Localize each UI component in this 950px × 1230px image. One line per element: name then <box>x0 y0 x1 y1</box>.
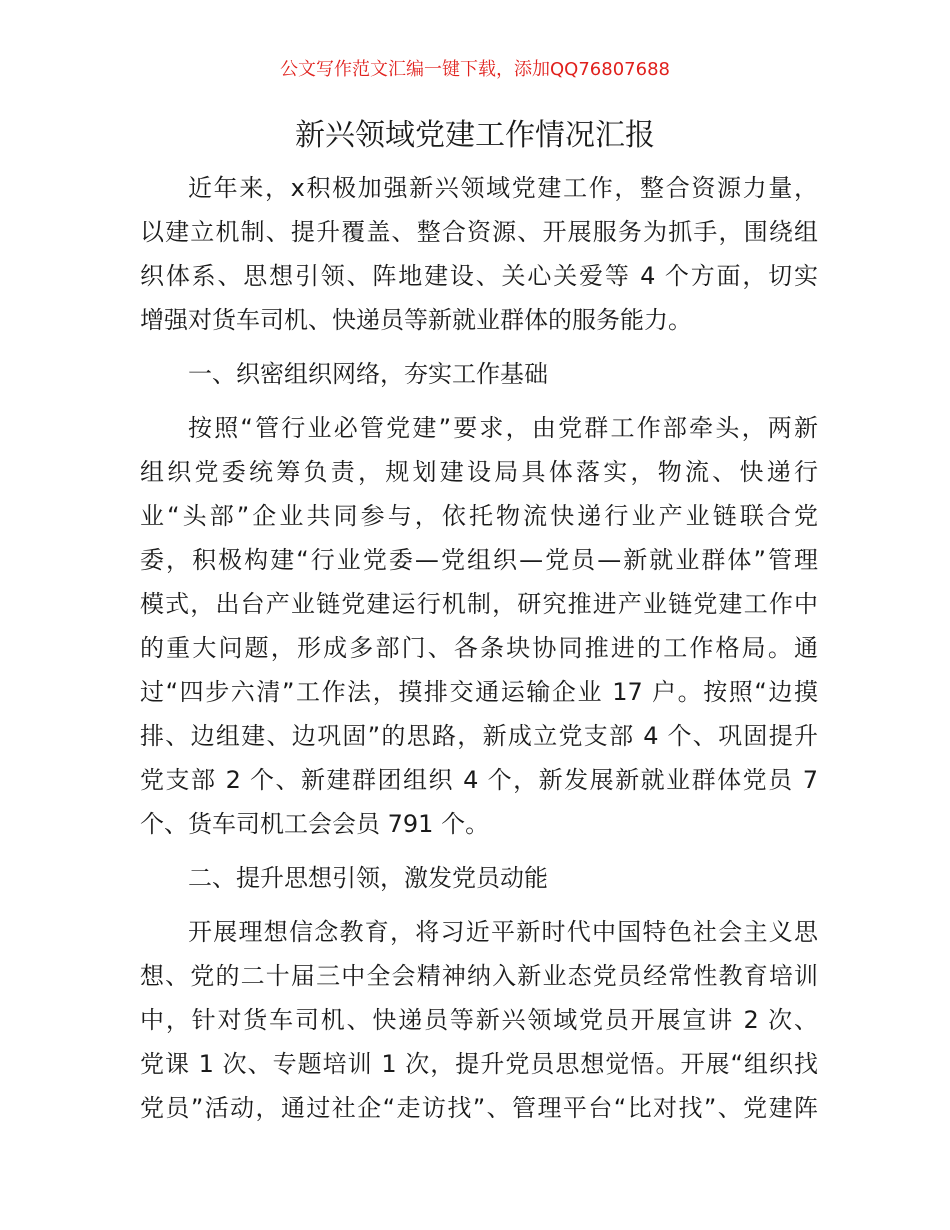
text-line: 按照“管行业必管党建”要求，由党群工作部牵头，两新 <box>188 414 818 442</box>
text-line: 中，针对货车司机、快递员等新兴领域党员开展宣讲 2 次、 <box>140 1006 818 1034</box>
text-line: 模式，出台产业链党建运行机制，研究推进产业链党建工作中 <box>140 590 818 618</box>
text-line: 党员”活动，通过社企“走访找”、管理平台“比对找”、党建阵 <box>140 1094 818 1122</box>
section-heading <box>140 352 818 396</box>
text-line: 近年来，x积极加强新兴领域党建工作，整合资源力量， <box>188 174 818 202</box>
text-line: 以建立机制、提升覆盖、整合资源、开展服务为抓手，围绕组 <box>140 218 818 246</box>
text-line: 排、边组建、边巩固”的思路，新成立党支部 4 个、巩固提升 <box>140 722 818 750</box>
document-body <box>140 166 818 1130</box>
text-line: 组织党委统筹负责，规划建设局具体落实，物流、快递行 <box>140 458 818 486</box>
text-line: 业“头部”企业共同参与，依托物流快递行业产业链联合党 <box>140 502 818 530</box>
text-line: 过“四步六清”工作法，摸排交通运输企业 17 户。按照“边摸 <box>140 678 818 706</box>
text-line: 委，积极构建“行业党委—党组织—党员—新就业群体”管理 <box>140 546 818 574</box>
text-line: 个、货车司机工会会员 791 个。 <box>140 810 490 838</box>
text-line: 的重大问题，形成多部门、各条块协同推进的工作格局。通 <box>140 634 818 662</box>
document-title: 新兴领域党建工作情况汇报 <box>295 118 655 153</box>
text-line: 开展理想信念教育，将习近平新时代中国特色社会主义思 <box>188 918 818 946</box>
text-line: 二、提升思想引领，激发党员动能 <box>188 864 548 892</box>
text-line: 一、织密组织网络，夯实工作基础 <box>188 360 548 388</box>
text-line: 织体系、思想引领、阵地建设、关心关爱等 4 个方面，切实 <box>140 262 818 290</box>
text-line: 党课 1 次、专题培训 1 次，提升党员思想觉悟。开展“组织找 <box>140 1050 818 1078</box>
text-line: 党支部 2 个、新建群团组织 4 个，新发展新就业群体党员 7 <box>140 766 818 794</box>
text-line: 想、党的二十届三中全会精神纳入新业态党员经常性教育培训 <box>140 962 818 990</box>
section-heading <box>140 856 818 900</box>
text-line: 增强对货车司机、快递员等新就业群体的服务能力。 <box>140 306 692 334</box>
paragraph <box>140 166 818 342</box>
download-banner: 公文写作范文汇编一键下载，添加QQ76807688 <box>280 59 670 80</box>
paragraph <box>140 406 818 846</box>
paragraph <box>140 910 818 1130</box>
